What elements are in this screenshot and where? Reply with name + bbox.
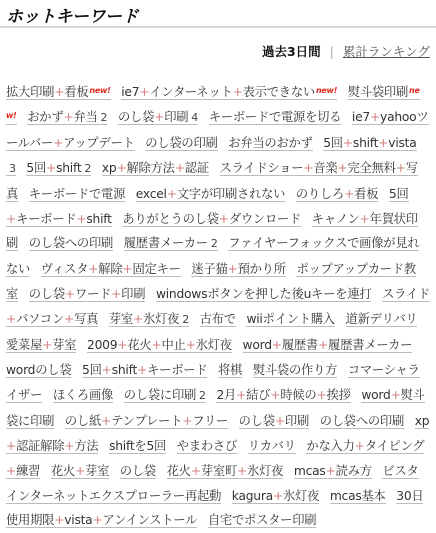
keyword-term: 花火	[127, 338, 152, 353]
keyword-plus-separator: +	[227, 262, 238, 277]
keyword-plus-separator: +	[337, 160, 348, 175]
keyword-plus-separator: +	[395, 160, 406, 175]
keyword-link[interactable]	[29, 287, 146, 302]
keyword-link[interactable]	[53, 388, 113, 403]
keyword-term: ほくろ画像	[52, 387, 114, 402]
keyword-term: ありがとうのし袋	[122, 211, 219, 226]
keyword-term: kagura	[231, 488, 273, 503]
keyword-term: 練習	[16, 463, 41, 478]
keyword-plus-separator: +	[236, 463, 248, 478]
keyword-term: 預かり所	[237, 262, 286, 277]
keyword-plus-separator: +	[182, 413, 193, 428]
keyword-cloud	[6, 80, 430, 533]
keyword-count: 2	[182, 313, 189, 327]
keyword-term: やまわさび	[176, 438, 237, 453]
keyword-term: リカバリ	[247, 438, 296, 453]
keyword-term: 時候の	[280, 387, 317, 402]
keyword-term: のし袋	[238, 413, 275, 428]
keyword-term: ポップアップカード教室	[6, 262, 416, 302]
keyword-term: 拡大印刷	[6, 85, 55, 99]
keyword-plus-separator: +	[6, 463, 17, 478]
keyword-term: コマーシャライザー	[6, 362, 420, 402]
keyword-link[interactable]	[248, 439, 296, 454]
keyword-link[interactable]	[294, 464, 372, 479]
keyword-term: 履歴書	[281, 338, 318, 353]
keyword-plus-separator: +	[63, 109, 74, 124]
keyword-plus-separator: +	[174, 160, 185, 175]
keyword-link[interactable]	[51, 464, 109, 479]
keyword-link[interactable]	[346, 312, 418, 327]
keyword-term: キーボード	[147, 362, 208, 377]
keyword-term: 氷灯夜	[195, 338, 232, 353]
keyword-plus-separator: +	[88, 262, 99, 277]
keyword-term: 挨拶	[326, 387, 351, 402]
keyword-link[interactable]	[177, 439, 237, 454]
keyword-plus-separator: +	[325, 463, 336, 478]
keyword-term: 文字が印刷されない	[176, 186, 286, 201]
keyword-plus-separator: +	[218, 211, 229, 226]
keyword-plus-separator: +	[64, 312, 75, 327]
keyword-plus-separator: +	[185, 338, 196, 353]
keyword-term: 芽室町	[200, 463, 237, 478]
keyword-plus-separator: +	[359, 211, 370, 226]
keyword-plus-separator: +	[137, 362, 148, 377]
keyword-link[interactable]	[228, 136, 312, 151]
keyword-plus-separator: +	[53, 135, 64, 150]
keyword-link[interactable]	[118, 110, 198, 125]
keyword-term: 5回	[26, 160, 47, 175]
keyword-term: 印刷	[121, 287, 146, 302]
keyword-term: 固定キー	[132, 262, 181, 277]
keyword-term: 写真	[74, 312, 99, 327]
keyword-link[interactable]	[65, 414, 228, 429]
keyword-link[interactable]	[320, 414, 404, 429]
keyword-term: フリー	[192, 413, 228, 428]
keyword-plus-separator: +	[116, 160, 127, 175]
keyword-plus-separator: +	[46, 160, 57, 175]
tab-cumulative-ranking[interactable]: 累計ランキング	[342, 44, 430, 59]
keyword-link[interactable]	[27, 110, 107, 125]
keyword-term: のし袋	[119, 463, 156, 478]
keyword-term: スライドショー	[219, 160, 304, 175]
keyword-term: のし袋	[28, 287, 65, 302]
keyword-term: wiiポイント購入	[246, 312, 335, 327]
keyword-term: お弁当のおかず	[228, 135, 313, 150]
keyword-link[interactable]	[121, 85, 337, 100]
keyword-term: word	[361, 387, 391, 402]
keyword-term: ie7	[351, 109, 370, 124]
keyword-link[interactable]	[87, 338, 232, 353]
keyword-plus-separator: +	[274, 413, 285, 428]
keyword-term: のりしろ	[295, 186, 345, 201]
keyword-term: 5回	[82, 362, 102, 377]
keyword-term: 氷灯夜	[283, 488, 320, 503]
keyword-term: shift	[86, 211, 112, 226]
keyword-term: 印刷	[284, 413, 309, 428]
keyword-plus-separator: +	[74, 463, 86, 478]
keyword-term: 弁当	[73, 109, 98, 124]
keyword-term: shiftを5回	[109, 438, 167, 453]
keyword-term: アンインストール	[102, 513, 198, 528]
keyword-term: 認証解除	[16, 438, 65, 453]
keyword-term: 芽室	[108, 312, 133, 327]
keyword-link[interactable]	[296, 187, 378, 202]
keyword-term: 写真	[6, 160, 418, 201]
keyword-term: vista	[388, 135, 417, 150]
keyword-link[interactable]	[109, 312, 189, 327]
keyword-plus-separator: +	[6, 312, 17, 327]
keyword-link[interactable]	[102, 161, 209, 176]
ranking-tabs	[262, 42, 430, 60]
keyword-term: のし袋	[117, 109, 155, 124]
keyword-link[interactable]	[124, 236, 218, 251]
keyword-term: かな入力	[306, 438, 355, 453]
keyword-term: 将棋	[218, 362, 243, 377]
keyword-plus-separator: +	[151, 338, 162, 353]
keyword-link[interactable]	[200, 312, 236, 327]
keyword-count: 2	[199, 388, 206, 402]
keyword-term: 認証	[184, 160, 209, 175]
keyword-link[interactable]	[232, 489, 319, 504]
keyword-term: キャノン	[311, 211, 360, 226]
keyword-term: 解除方法	[126, 160, 175, 175]
keyword-term: パソコン	[16, 312, 65, 327]
keyword-link[interactable]	[136, 187, 285, 202]
keyword-plus-separator: +	[92, 513, 103, 528]
keyword-term: 2月	[216, 387, 237, 402]
keyword-term: mcas	[293, 463, 326, 478]
keyword-link[interactable]	[253, 363, 337, 378]
keyword-link[interactable]	[218, 363, 242, 378]
keyword-link[interactable]	[122, 212, 301, 227]
keyword-link[interactable]	[330, 489, 386, 504]
keyword-plus-separator: +	[271, 338, 282, 353]
keyword-term: shift	[352, 135, 379, 150]
keyword-link[interactable]	[6, 85, 111, 100]
keyword-term: 芽室	[52, 338, 77, 353]
keyword-plus-separator: +	[54, 85, 65, 99]
keyword-plus-separator: +	[122, 262, 133, 277]
keyword-term: wordのし袋	[6, 362, 72, 377]
keyword-plus-separator: +	[390, 387, 401, 402]
keyword-link[interactable]	[29, 187, 125, 202]
keyword-plus-separator: +	[166, 186, 177, 201]
keyword-term: xp	[101, 160, 117, 175]
keyword-plus-separator: +	[344, 186, 355, 201]
keyword-term: word	[242, 338, 272, 353]
keyword-plus-separator: +	[132, 312, 144, 327]
keyword-link[interactable]	[246, 312, 334, 327]
keyword-link[interactable]	[239, 414, 309, 429]
keyword-term: 迷子猫	[191, 262, 228, 277]
keyword-term: 解除	[98, 262, 123, 277]
panel-header	[0, 0, 436, 28]
keyword-plus-separator: +	[111, 287, 122, 302]
keyword-plus-separator: +	[342, 135, 353, 150]
keyword-term: キーボード	[16, 211, 77, 226]
keyword-term: 音楽	[313, 160, 338, 175]
keyword-link[interactable]	[145, 136, 217, 151]
keyword-term: のし袋への印刷	[319, 413, 405, 428]
keyword-term: 方法	[74, 438, 99, 453]
keyword-plus-separator: +	[378, 135, 389, 150]
keyword-term: 年賀状印刷	[6, 211, 418, 251]
keyword-term: 看板	[64, 85, 89, 99]
keyword-link[interactable]	[29, 236, 113, 251]
keyword-plus-separator: +	[154, 109, 165, 124]
keyword-term: アップデート	[63, 135, 135, 150]
keyword-term: ヴィスタ	[40, 262, 89, 277]
keyword-term: 自宅でポスター印刷	[207, 513, 317, 528]
keyword-term: shift	[56, 160, 82, 175]
keyword-plus-separator: +	[6, 211, 17, 226]
keyword-term: ダウンロード	[228, 211, 302, 226]
keyword-count: 4	[191, 110, 199, 124]
keyword-plus-separator: +	[64, 438, 75, 453]
keyword-term: キーボードで電源	[28, 186, 126, 201]
keyword-term: ie7	[121, 85, 140, 99]
keyword-link[interactable]	[82, 363, 207, 378]
keyword-plus-separator: +	[139, 85, 150, 99]
keyword-plus-separator: +	[270, 387, 281, 402]
keyword-term: 完全無料	[347, 160, 396, 175]
keyword-plus-separator: +	[272, 488, 283, 503]
keyword-term: 花火	[166, 463, 191, 478]
keyword-term: 30日使用期限	[6, 488, 424, 528]
keyword-link[interactable]	[216, 388, 350, 403]
keyword-term: 読み方	[335, 463, 372, 478]
keyword-link[interactable]	[6, 338, 76, 353]
page-title: ホットキーワード	[6, 7, 138, 27]
keyword-link[interactable]	[124, 388, 206, 403]
keyword-term: のし紙	[64, 413, 102, 428]
keyword-term: おかず	[27, 109, 64, 124]
keyword-term: 印刷	[164, 109, 189, 124]
tab-separator: |	[329, 44, 334, 59]
keyword-plus-separator: +	[54, 513, 65, 528]
keyword-term: 熨斗袋印刷	[347, 85, 409, 99]
keyword-term: vista	[64, 513, 93, 528]
keyword-term: 履歴書メーカー	[328, 338, 413, 353]
keyword-plus-separator: +	[316, 387, 327, 402]
keyword-plus-separator: +	[236, 387, 247, 402]
keyword-term: のし袋の印刷	[145, 135, 218, 150]
keyword-term: 熨斗袋に印刷	[6, 387, 425, 428]
keyword-term: 道新デリバリ	[345, 312, 418, 327]
keyword-term: yahooツールバー	[6, 109, 429, 150]
tab-past-3-days[interactable]: 過去3日間	[261, 44, 321, 59]
keyword-term: のし袋への印刷	[28, 236, 114, 251]
keyword-plus-separator: +	[369, 109, 381, 124]
keyword-plus-separator: +	[101, 362, 112, 377]
new-badge: new!	[89, 86, 111, 95]
keyword-link[interactable]	[191, 262, 285, 277]
keyword-term: 芽室	[85, 463, 110, 478]
keyword-plus-separator: +	[354, 438, 365, 453]
keyword-term: 愛菜屋	[6, 338, 43, 353]
keyword-term: 氷灯夜	[143, 312, 180, 327]
keyword-term: 5回	[388, 186, 409, 201]
keyword-term: 古布で	[199, 312, 236, 327]
keyword-term: ファイヤーフォックスで画像が見れない	[6, 236, 420, 277]
keyword-plus-separator: +	[64, 287, 75, 302]
keyword-term: 2009	[87, 338, 118, 353]
keyword-plus-separator: +	[6, 438, 17, 453]
keyword-plus-separator: +	[232, 85, 243, 99]
keyword-plus-separator: +	[76, 211, 87, 226]
keyword-term: ワード	[74, 287, 112, 302]
keyword-link[interactable]	[209, 110, 342, 125]
keyword-link[interactable]	[120, 464, 156, 479]
keyword-term: 表示できない	[242, 85, 315, 99]
keyword-link[interactable]	[156, 287, 371, 302]
new-badge: new!	[315, 86, 338, 95]
keyword-link[interactable]	[6, 363, 71, 378]
keyword-term: 中止	[161, 338, 186, 353]
keyword-term: excel	[135, 186, 167, 201]
keyword-term: インターネット	[149, 85, 233, 99]
keyword-term: xp	[414, 413, 430, 428]
keyword-link[interactable]	[109, 439, 166, 454]
keyword-link[interactable]	[243, 338, 413, 353]
keyword-term: 結び	[246, 387, 271, 402]
keyword-plus-separator: +	[190, 463, 201, 478]
keyword-plus-separator: +	[117, 338, 128, 353]
keyword-term: 熨斗袋の作り方	[252, 362, 338, 377]
keyword-plus-separator: +	[317, 338, 329, 353]
keyword-link[interactable]	[41, 262, 181, 277]
keyword-link[interactable]	[26, 161, 91, 176]
keyword-count: 2	[100, 110, 108, 124]
keyword-count: 2	[84, 161, 92, 175]
keyword-plus-separator: +	[42, 338, 53, 353]
keyword-term: mcas基本	[329, 488, 386, 503]
keyword-link[interactable]	[167, 464, 284, 479]
keyword-term: のし袋に印刷	[123, 387, 197, 402]
keyword-term: ビスタインターネットエクスプローラー再起動	[6, 463, 419, 503]
keyword-link[interactable]	[208, 513, 316, 528]
keyword-term: 5回	[323, 135, 343, 150]
keyword-term: スライド	[382, 287, 430, 302]
keyword-term: shift	[111, 362, 138, 377]
keyword-term: 花火	[50, 463, 75, 478]
keyword-term: テンプレート	[111, 413, 183, 428]
keyword-term: 看板	[354, 186, 379, 201]
keyword-count: 3	[9, 161, 16, 175]
keyword-plus-separator: +	[101, 413, 112, 428]
keyword-term: 履歴書メーカー	[123, 236, 208, 251]
keyword-term: windowsボタンを押した後uキーを連打	[155, 287, 372, 302]
keyword-term: タイピング	[364, 438, 425, 453]
new-badge: new!	[6, 86, 420, 120]
keyword-plus-separator: +	[303, 160, 314, 175]
keyword-term: キーボードで電源を切る	[208, 109, 342, 124]
keyword-term: 氷灯夜	[247, 463, 284, 478]
keyword-count: 2	[210, 237, 218, 251]
